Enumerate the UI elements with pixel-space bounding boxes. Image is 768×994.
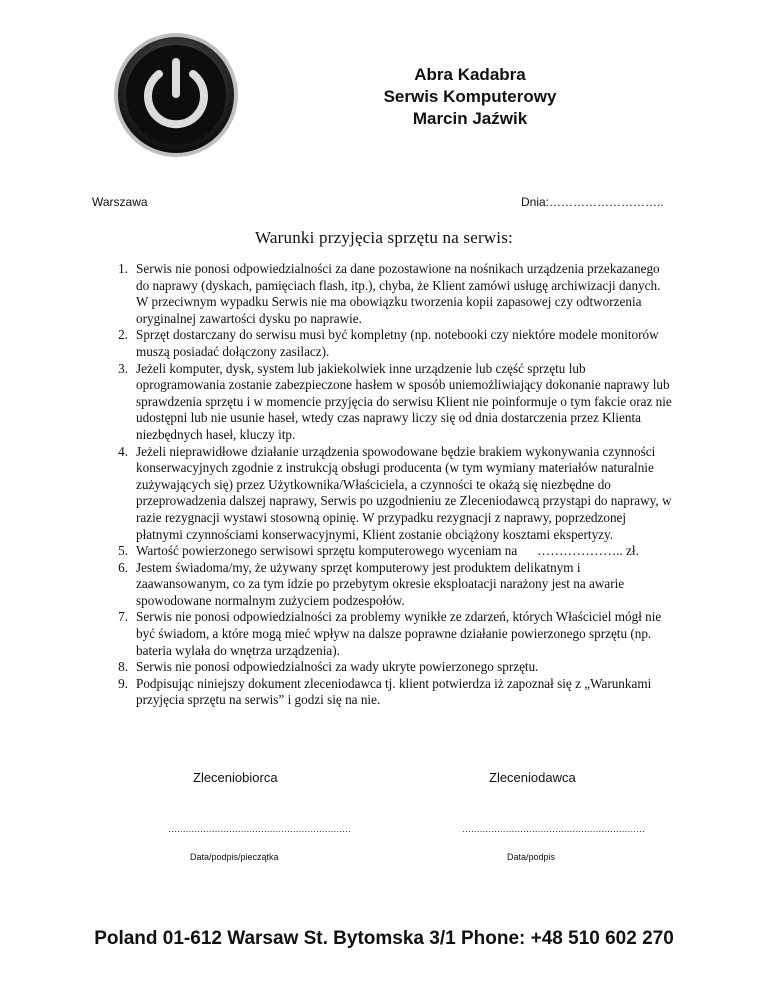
term-number: 8. [118,659,128,675]
term-text: Serwis nie ponosi odpowiedzialności za problemy wynikłe ze zdarzeń, których Właściciel mógł nie być świadom, a które mogą mieć wpływ na dalsze poprawne działanie powierzonego sprzętu (np. bateria wylała do wnętrza urządzenia). [136,609,662,658]
term-number: 7. [118,609,128,625]
client-signature-line: ……………………………………………………… [462,824,645,834]
footer-address: Poland 01-612 Warsaw St. Bytomska 3/1 Phone: +48 510 602 270 [94,928,674,949]
term-number: 9. [118,675,128,691]
term-item [108,261,673,327]
term-number: 4. [118,443,128,459]
contractor-signature-caption: Data/podpis/pieczątka [190,852,279,862]
term-number: 6. [118,559,128,575]
term-text: Serwis nie ponosi odpowiedzialności za wady ukryte powierzonego sprzętu. [136,659,539,675]
company-owner: Marcin Jaźwik [412,109,528,128]
term-item [108,676,673,709]
company-logo [113,32,239,158]
term-item [108,543,673,560]
term-number: 5. [118,543,128,559]
terms-list [108,261,673,709]
term-text: Jestem świadoma/my, że używany sprzęt komputerowy jest produktem delikatnym i zaawansowanym, co za tym idzie po przebytym okresie eksploatacji narażony jest na awarie spowodowane normalnym zużyciem podzespołów. [136,559,625,608]
date-field: Dnia:……………………….. [521,195,664,209]
term-item [108,327,673,360]
power-button-icon [113,32,239,158]
term-text: Sprzęt dostarczany do serwisu musi być kompletny (np. notebooki czy niektóre modele monitorów muszą posiadać dołączony zasilacz). [136,327,659,359]
client-signature-caption: Data/podpis [507,852,556,862]
term-text: Wartość powierzonego serwisowi sprzętu komputerowego wyceniam na ……………….. zł. [136,543,639,559]
term-item [108,659,673,676]
client-label: Zleceniodawca [489,770,576,785]
term-number: 3. [118,360,128,376]
term-number: 1. [118,261,128,276]
term-text: Serwis nie ponosi odpowiedzialności za dane pozostawione na nośnikach urządzenia przekazanego do naprawy (dyskach, pamięciach flash, itp.), chyba, że Klient zamówi usługę archiwizacji danych. W przeciwnym wypadku Serwis nie ma obowiązku tworzenia kopii zapasowej czy odtworzenia oryginalnej zawartości dysku po naprawie. [136,261,661,326]
term-item [108,609,673,659]
term-text: Jeżeli komputer, dysk, system lub jakiekolwiek inne urządzenie lub część sprzętu lub oprogramowania zostanie zabezpieczone hasłem w sposób uniemożliwiający dokonanie naprawy lub sprawdzenia sprzętu i w momencie przyjęcia do serwisu Klient nie poinformuje o tym fakcie oraz nie udostępni lub nie usunie haseł, wtedy czas naprawy liczy się od dnia dostarczenia przez Klienta niezbędnych haseł, kluczy itp. [136,360,672,442]
term-item [108,444,673,544]
term-text: Podpisując niniejszy dokument zleceniodawca tj. klient potwierdza iż zapoznał się z „Warunkami przyjęcia sprzętu na serwis” i godzi się na nie. [136,675,652,708]
company-header [300,64,640,130]
city-label: Warszawa [92,195,148,209]
company-name: Abra Kadabra [414,65,526,84]
term-item [108,361,673,444]
term-text: Jeżeli nieprawidłowe działanie urządzenia spowodowane będzie brakiem wykonywania czynności konserwacyjnych zgodnie z instrukcją obsługi producenta (w tym wymiany materiałów naturalnie zużywających się) przez Użytkownika/Właściciela, a czynności te okażą się niezbędne do przeprowadzenia dalszej naprawy, Serwis po uzgodnieniu ze Zleceniodawcą przystąpi do naprawy, w razie rezygnacji wystawi stosowną opinię. W przypadku rezygnacji z naprawy, poprzedzonej płatnymi czynnościami konserwacyjnymi, Klient zostanie obciążony kosztami ekspertyzy. [136,443,672,542]
company-subtitle: Serwis Komputerowy [383,87,557,106]
term-item [108,560,673,610]
contractor-signature-line: ……………………………………………………… [168,824,351,834]
document-title: Warunki przyjęcia sprzętu na serwis: [255,228,513,247]
contractor-label: Zleceniobiorca [193,770,278,785]
term-number: 2. [118,327,128,343]
